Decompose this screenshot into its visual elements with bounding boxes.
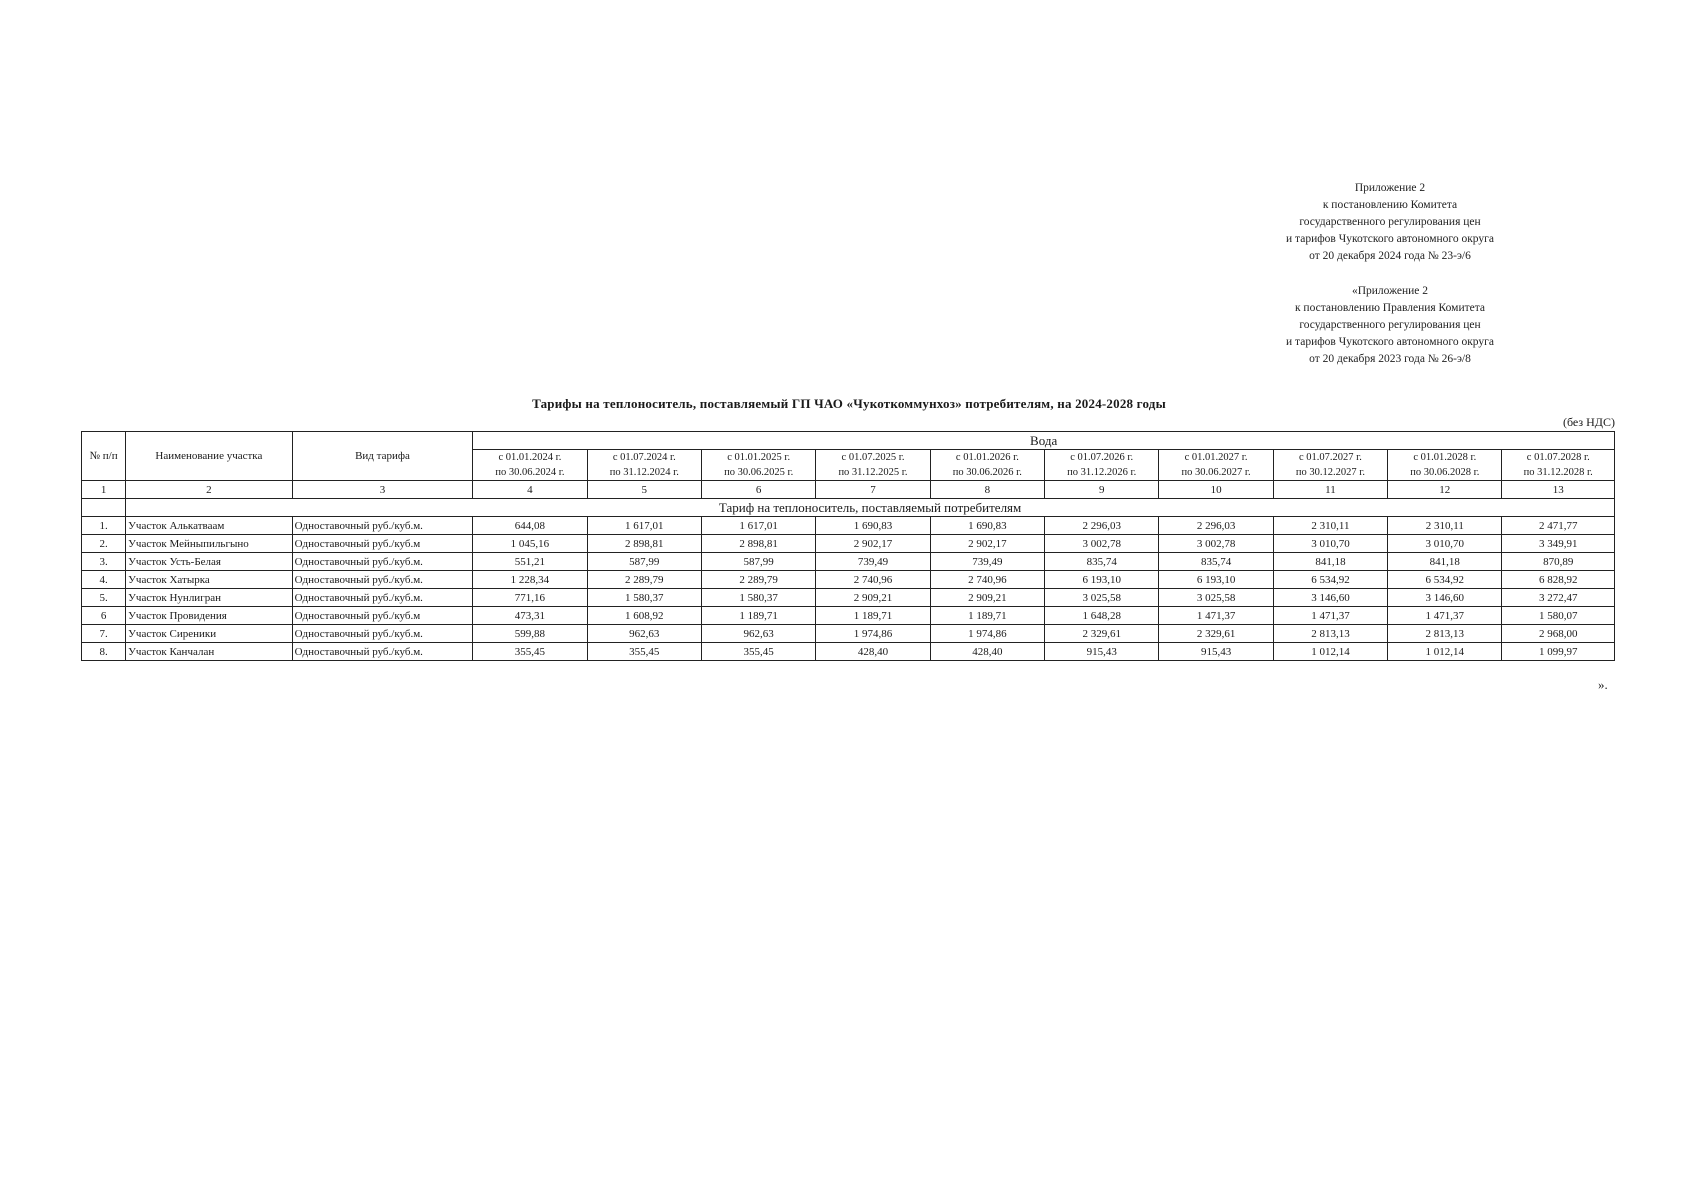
tariff-value: 870,89 [1502, 553, 1615, 571]
table-row [82, 571, 1615, 589]
tariff-value: 3 146,60 [1388, 589, 1502, 607]
section-label: Тариф на теплоноситель, поставляемый потребителям [126, 499, 1615, 517]
tariff-value: 2 740,96 [816, 571, 930, 589]
period-from: с 01.07.2024 г. [612, 452, 676, 463]
tariff-value: 835,74 [1045, 553, 1159, 571]
tariff-type: Одноставочный руб./куб.м [292, 607, 473, 625]
tariff-value: 1 580,37 [701, 589, 815, 607]
table-row [82, 607, 1615, 625]
tariff-value: 962,63 [701, 625, 815, 643]
tariff-value: 2 898,81 [587, 535, 701, 553]
tariff-value: 6 534,92 [1273, 571, 1387, 589]
period-to: по 30.06.2027 г. [1181, 467, 1251, 478]
tariff-value: 3 025,58 [1159, 589, 1273, 607]
header-row-water [82, 432, 1615, 450]
tariff-type: Одноставочный руб./куб.м. [292, 517, 473, 535]
header-site-name: Наименование участка [126, 432, 293, 481]
appendix-header-current [1240, 180, 1540, 265]
tariff-value: 962,63 [587, 625, 701, 643]
tariff-value: 2 310,11 [1388, 517, 1502, 535]
tariff-value: 3 146,60 [1273, 589, 1387, 607]
tariff-value: 2 471,77 [1502, 517, 1615, 535]
tariff-value: 1 690,83 [930, 517, 1044, 535]
appendix-line: «Приложение 2 [1351, 285, 1429, 297]
tariff-value: 644,08 [473, 517, 587, 535]
appendix-line: от 20 декабря 2023 года № 26-э/8 [1309, 353, 1471, 365]
tariff-value: 587,99 [701, 553, 815, 571]
tariff-value: 1 189,71 [701, 607, 815, 625]
site-name: Участок Алькатваам [126, 517, 293, 535]
period-from: с 01.01.2027 г. [1184, 452, 1248, 463]
tariff-value: 599,88 [473, 625, 587, 643]
period-from: с 01.01.2024 г. [498, 452, 562, 463]
appendix-line: к постановлению Правления Комитета [1294, 302, 1486, 314]
column-index: 5 [587, 481, 701, 499]
appendix-line: государственного регулирования цен [1299, 319, 1481, 331]
tariff-value: 835,74 [1159, 553, 1273, 571]
tariff-value: 1 189,71 [816, 607, 930, 625]
table-row [82, 517, 1615, 535]
row-number: 7. [82, 625, 126, 643]
tariff-value: 841,18 [1273, 553, 1387, 571]
tariff-value: 1 471,37 [1159, 607, 1273, 625]
tariff-value: 2 289,79 [587, 571, 701, 589]
tariff-value: 2 813,13 [1388, 625, 1502, 643]
header-tariff-type: Вид тарифа [292, 432, 473, 481]
tariff-value: 1 012,14 [1388, 643, 1502, 661]
row-number: 8. [82, 643, 126, 661]
period-from: с 01.07.2027 г. [1298, 452, 1362, 463]
tariff-value: 739,49 [930, 553, 1044, 571]
tariff-value: 551,21 [473, 553, 587, 571]
tariff-value: 2 968,00 [1502, 625, 1615, 643]
tariff-value: 1 617,01 [701, 517, 815, 535]
tariff-value: 2 296,03 [1159, 517, 1273, 535]
period-from: с 01.01.2025 г. [727, 452, 791, 463]
section-spacer [82, 499, 126, 517]
row-number: 2. [82, 535, 126, 553]
appendix-header-previous [1240, 283, 1540, 368]
table-body [82, 499, 1615, 661]
column-index: 7 [816, 481, 930, 499]
header-period [1045, 450, 1159, 481]
row-number: 1. [82, 517, 126, 535]
site-name: Участок Нунлигран [126, 589, 293, 607]
tariff-value: 473,31 [473, 607, 587, 625]
header-period [473, 450, 587, 481]
header-water: Вода [473, 432, 1615, 450]
period-from: с 01.01.2028 г. [1413, 452, 1477, 463]
header-period [1388, 450, 1502, 481]
header-row-index [82, 481, 1615, 499]
tariff-value: 3 002,78 [1159, 535, 1273, 553]
table-row [82, 589, 1615, 607]
period-to: по 30.12.2027 г. [1295, 467, 1365, 478]
tariff-value: 1 471,37 [1273, 607, 1387, 625]
row-number: 5. [82, 589, 126, 607]
header-period [1502, 450, 1615, 481]
tariff-value: 6 193,10 [1159, 571, 1273, 589]
row-number: 4. [82, 571, 126, 589]
header-period [587, 450, 701, 481]
tariff-value: 915,43 [1159, 643, 1273, 661]
tariff-table [81, 431, 1615, 661]
column-index: 1 [82, 481, 126, 499]
tariff-value: 6 534,92 [1388, 571, 1502, 589]
tariff-type: Одноставочный руб./куб.м [292, 535, 473, 553]
column-index: 8 [930, 481, 1044, 499]
tariff-type: Одноставочный руб./куб.м. [292, 625, 473, 643]
tariff-value: 355,45 [701, 643, 815, 661]
tariff-value: 2 902,17 [816, 535, 930, 553]
tariff-type: Одноставочный руб./куб.м. [292, 571, 473, 589]
column-index: 12 [1388, 481, 1502, 499]
site-name: Участок Усть-Белая [126, 553, 293, 571]
tariff-value: 1 099,97 [1502, 643, 1615, 661]
column-index: 4 [473, 481, 587, 499]
tariff-value: 6 828,92 [1502, 571, 1615, 589]
appendix-line: и тарифов Чукотского автономного округа [1286, 336, 1494, 348]
column-index: 6 [701, 481, 815, 499]
tariff-value: 1 648,28 [1045, 607, 1159, 625]
tariff-value: 2 909,21 [930, 589, 1044, 607]
tariff-value: 2 329,61 [1159, 625, 1273, 643]
site-name: Участок Сиреники [126, 625, 293, 643]
appendix-line: Приложение 2 [1354, 182, 1426, 194]
tariff-value: 3 010,70 [1388, 535, 1502, 553]
site-name: Участок Провидения [126, 607, 293, 625]
period-to: по 30.06.2028 г. [1410, 467, 1480, 478]
period-from: с 01.01.2026 г. [955, 452, 1019, 463]
tariff-value: 2 310,11 [1273, 517, 1387, 535]
period-to: по 31.12.2024 г. [609, 467, 679, 478]
tariff-value: 1 471,37 [1388, 607, 1502, 625]
tariff-value: 1 045,16 [473, 535, 587, 553]
period-to: по 30.06.2024 г. [495, 467, 565, 478]
table-row [82, 535, 1615, 553]
period-to: по 31.12.2025 г. [838, 467, 908, 478]
tariff-value: 3 010,70 [1273, 535, 1387, 553]
tariff-value: 841,18 [1388, 553, 1502, 571]
tariff-type: Одноставочный руб./куб.м. [292, 553, 473, 571]
document-title: Тарифы на теплоноситель, поставляемый ГП ЧАО «Чукоткоммунхоз» потребителям, на 2024-2028 годы [532, 396, 1166, 411]
tariff-value: 1 189,71 [930, 607, 1044, 625]
tariff-value: 2 289,79 [701, 571, 815, 589]
period-from: с 01.07.2026 г. [1070, 452, 1134, 463]
tariff-value: 739,49 [816, 553, 930, 571]
column-index: 11 [1273, 481, 1387, 499]
tariff-value: 1 974,86 [816, 625, 930, 643]
tariff-type: Одноставочный руб./куб.м. [292, 589, 473, 607]
site-name: Участок Хатырка [126, 571, 293, 589]
tariff-value: 1 228,34 [473, 571, 587, 589]
header-period [1273, 450, 1387, 481]
tariff-value: 2 329,61 [1045, 625, 1159, 643]
column-index: 10 [1159, 481, 1273, 499]
site-name: Участок Мейныпильгыно [126, 535, 293, 553]
tariff-value: 1 580,07 [1502, 607, 1615, 625]
tariff-value: 2 296,03 [1045, 517, 1159, 535]
tariff-value: 3 025,58 [1045, 589, 1159, 607]
period-from: с 01.07.2028 г. [1526, 452, 1590, 463]
tariff-value: 3 349,91 [1502, 535, 1615, 553]
tariff-value: 6 193,10 [1045, 571, 1159, 589]
vat-note: (без НДС) [1562, 415, 1615, 429]
tariff-value: 355,45 [473, 643, 587, 661]
table-row [82, 643, 1615, 661]
tariff-value: 1 617,01 [587, 517, 701, 535]
header-period [1159, 450, 1273, 481]
appendix-line: от 20 декабря 2024 года № 23-э/6 [1309, 250, 1471, 262]
table-row [82, 625, 1615, 643]
appendix-line: к постановлению Комитета [1322, 199, 1458, 211]
section-row [82, 499, 1615, 517]
header-period [930, 450, 1044, 481]
tariff-value: 3 002,78 [1045, 535, 1159, 553]
tariff-value: 428,40 [816, 643, 930, 661]
tariff-value: 1 690,83 [816, 517, 930, 535]
period-to: по 31.12.2028 г. [1523, 467, 1593, 478]
column-index: 3 [292, 481, 473, 499]
column-index: 2 [126, 481, 293, 499]
tariff-value: 1 608,92 [587, 607, 701, 625]
tariff-value: 1 012,14 [1273, 643, 1387, 661]
tariff-value: 355,45 [587, 643, 701, 661]
appendix-line: государственного регулирования цен [1299, 216, 1481, 228]
tariff-value: 587,99 [587, 553, 701, 571]
period-from: с 01.07.2025 г. [841, 452, 905, 463]
tariff-value: 1 974,86 [930, 625, 1044, 643]
row-number: 3. [82, 553, 126, 571]
column-index: 13 [1502, 481, 1615, 499]
header-period [701, 450, 815, 481]
period-to: по 30.06.2026 г. [952, 467, 1022, 478]
header-period [816, 450, 930, 481]
tariff-value: 3 272,47 [1502, 589, 1615, 607]
tariff-value: 2 813,13 [1273, 625, 1387, 643]
tariff-value: 2 909,21 [816, 589, 930, 607]
tariff-value: 2 898,81 [701, 535, 815, 553]
period-to: по 30.06.2025 г. [724, 467, 794, 478]
column-index: 9 [1045, 481, 1159, 499]
tariff-value: 915,43 [1045, 643, 1159, 661]
period-to: по 31.12.2026 г. [1067, 467, 1137, 478]
header-number: № п/п [82, 432, 126, 481]
tariff-value: 428,40 [930, 643, 1044, 661]
closing-quote: ». [1598, 677, 1608, 692]
row-number: 6 [82, 607, 126, 625]
appendix-line: и тарифов Чукотского автономного округа [1286, 233, 1494, 245]
tariff-value: 2 902,17 [930, 535, 1044, 553]
table-row [82, 553, 1615, 571]
tariff-type: Одноставочный руб./куб.м. [292, 643, 473, 661]
tariff-value: 1 580,37 [587, 589, 701, 607]
tariff-value: 2 740,96 [930, 571, 1044, 589]
tariff-value: 771,16 [473, 589, 587, 607]
site-name: Участок Канчалан [126, 643, 293, 661]
